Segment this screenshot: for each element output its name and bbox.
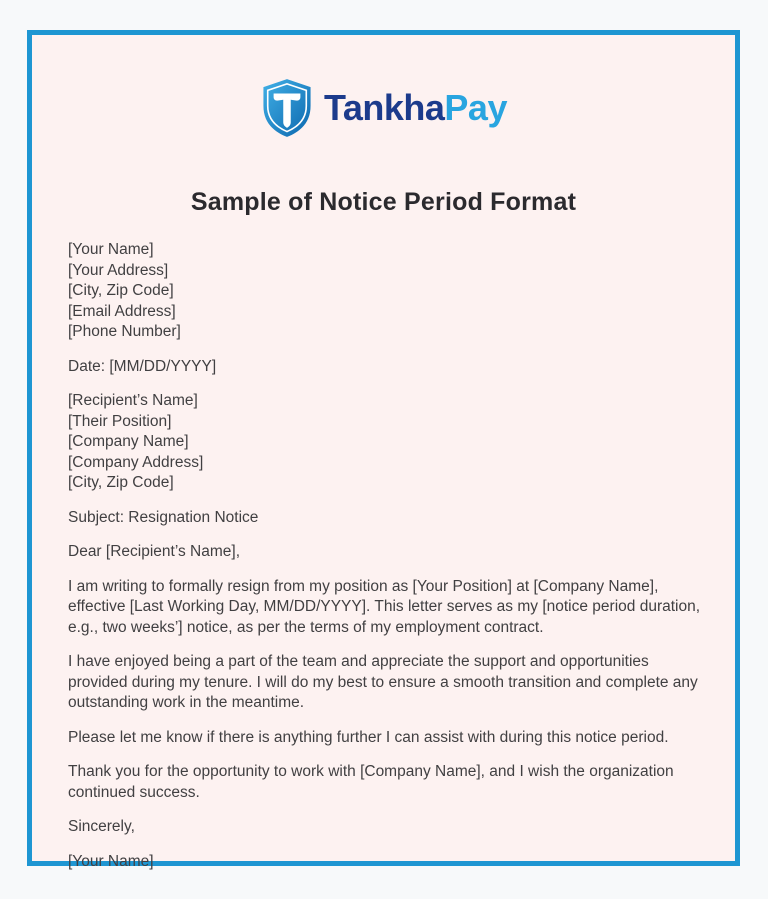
signature-line: [Your Name] — [68, 852, 154, 870]
body-paragraph: I am writing to formally resign from my position as [Your Position] at [Company Name], effective [Last Working Day, MM/DD/YYYY]. This letter serves as my [notice period duration, e.g., two weeks’] notice, as per the terms of my employment contract. — [68, 577, 701, 636]
recipient-line: [Company Name] — [68, 433, 189, 450]
brand-logo — [32, 78, 735, 138]
date-line: Date: [MM/DD/YYYY] — [68, 357, 217, 375]
letter-body — [68, 240, 705, 872]
brand-wordmark — [324, 78, 507, 138]
recipient-block — [68, 391, 705, 494]
sender-line: [Your Name] — [68, 241, 154, 258]
body-paragraph: I have enjoyed being a part of the team and appreciate the support and opportunities provided during my tenure. I will do my best to ensure a smooth transition and complete any outstanding work in the meantime. — [68, 653, 698, 711]
sender-line: [Phone Number] — [68, 323, 181, 340]
subject-line: Subject: Resignation Notice — [68, 508, 259, 526]
shield-t-icon — [260, 78, 314, 138]
brand-wordmark-primary: Tankha — [324, 87, 445, 128]
sender-line: [City, Zip Code] — [68, 282, 174, 299]
page-title: Sample of Notice Period Format — [190, 188, 577, 216]
recipient-line: [Their Position] — [68, 412, 172, 430]
closing-line: Sincerely, — [68, 818, 135, 835]
letter-card — [27, 30, 740, 870]
recipient-line: [Company Address] — [68, 453, 204, 471]
salutation-line: Dear [Recipient’s Name], — [68, 543, 241, 560]
sender-line: [Your Address] — [68, 261, 169, 279]
body-paragraph: Please let me know if there is anything further I can assist with during this notice period. — [68, 728, 669, 746]
body-paragraph: Thank you for the opportunity to work with [Company Name], and I wish the organization continued success. — [68, 763, 674, 801]
sender-line: [Email Address] — [68, 302, 176, 320]
recipient-line: [Recipient’s Name] — [68, 392, 198, 409]
recipient-line: [City, Zip Code] — [68, 474, 174, 491]
sender-block — [68, 240, 705, 343]
brand-wordmark-secondary: Pay — [444, 87, 507, 128]
